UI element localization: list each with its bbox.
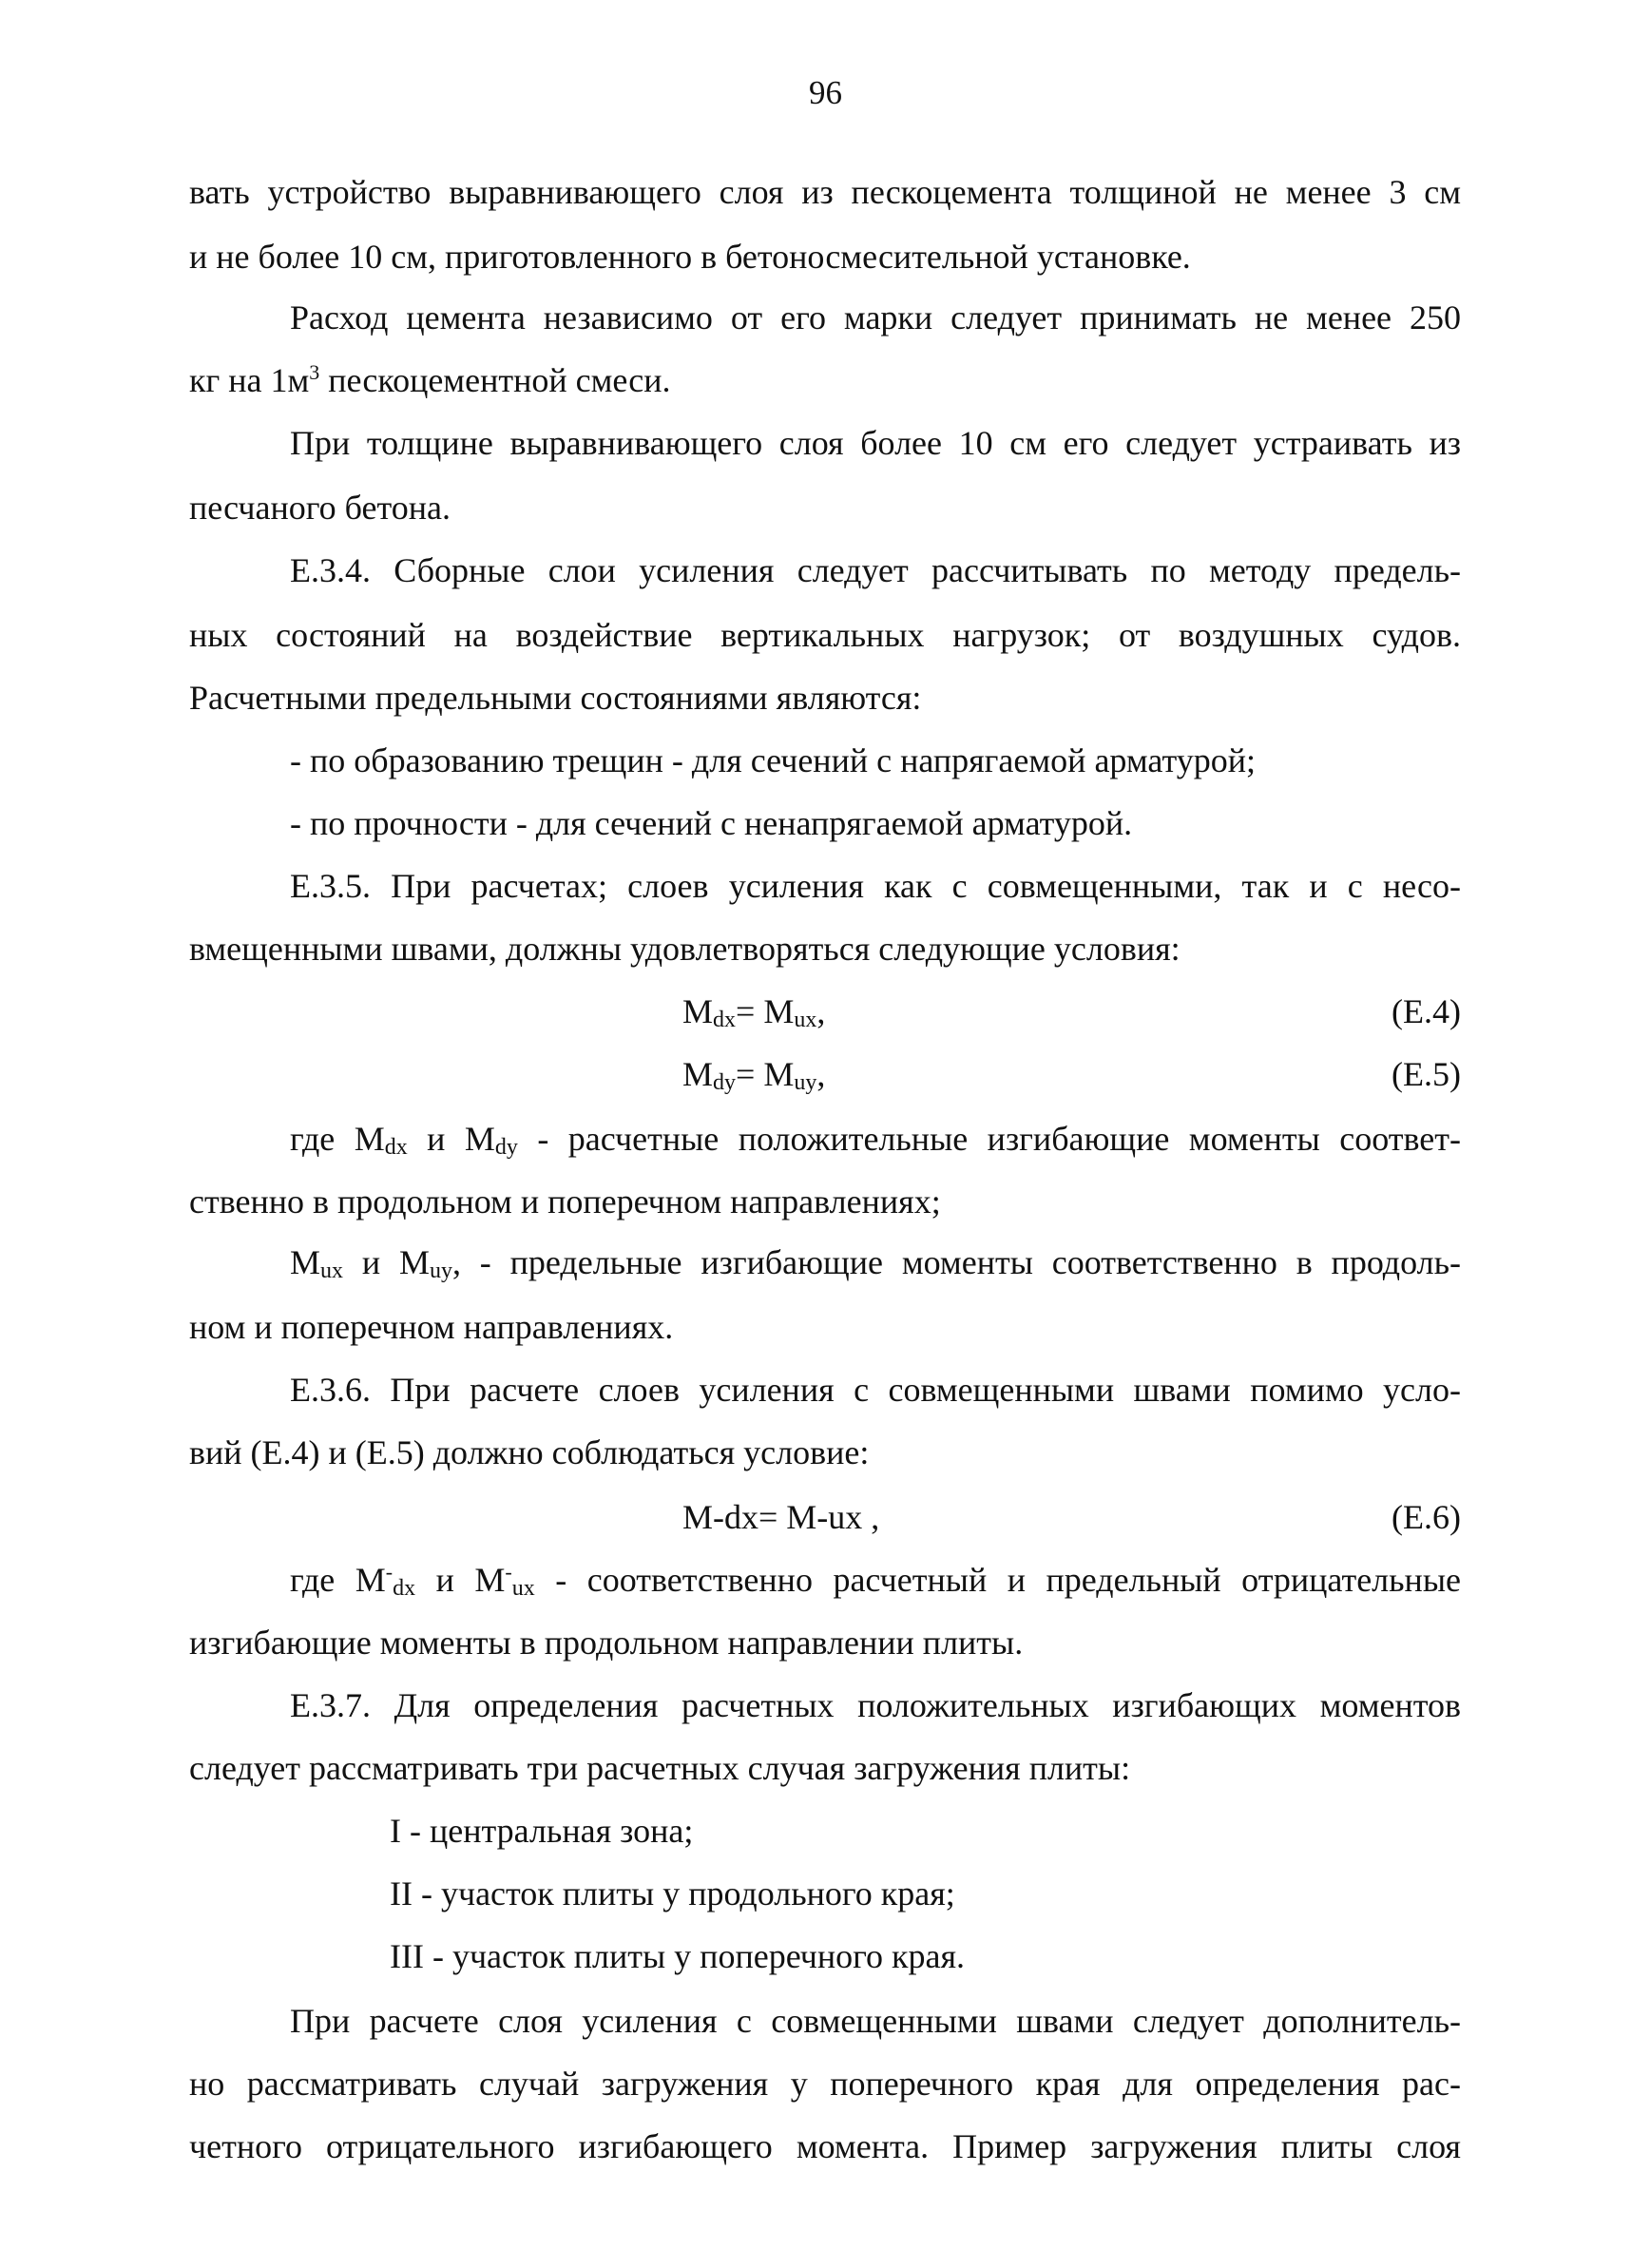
list-item: III - участок плиты у поперечного края. — [390, 1937, 966, 1975]
list-item: - по прочности - для сечений с ненапрягаемой арматурой. — [290, 804, 1133, 842]
text-line: Е.3.7. Для определения расчетных положительных изгибающих моментов — [290, 1686, 1461, 1724]
text-line: вать устройство выравнивающего слоя из пескоцемента толщиной не менее 3 см — [189, 173, 1461, 211]
list-item: - по образованию трещин - для сечений с напрягаемой арматурой; — [290, 741, 1256, 779]
text-line: кг на $1м^3$ пескоцементной смеси. — [189, 360, 671, 399]
text-line: $M_{ux}$ и $M_{uy}$, - предельные изгибающие моменты соответственно в продоль- — [290, 1243, 1462, 1283]
text-line: При расчете слоя усиления с совмещенными швами следует дополнитель- — [290, 2002, 1461, 2040]
formula-e6: M-dx= M-ux , — [682, 1498, 880, 1536]
text-line: Е.3.6. При расчете слоев усиления с совмещенными швами помимо усло- — [290, 1371, 1461, 1409]
formula-e4: $M_{dx}= M_{ux}$, — [682, 992, 826, 1032]
text-line: вий (Е.4) и (Е.5) должно соблюдаться условие: — [189, 1433, 870, 1471]
text-line: Расход цемента независимо от его марки следует принимать не менее 250 — [290, 298, 1461, 336]
text-line: При толщине выравнивающего слоя более 10 см его следует устраивать из — [290, 424, 1461, 462]
text-line: Е.3.5. При расчетах; слоев усиления как с совмещенными, так и с несо- — [290, 867, 1461, 905]
text-line: четного отрицательного изгибающего момента. Пример загружения плиты слоя — [189, 2127, 1461, 2165]
text-line: но рассматривать случай загружения у поперечного края для определения рас- — [189, 2065, 1461, 2103]
list-item: I - центральная зона; — [390, 1812, 694, 1850]
text-line: ственно в продольном и поперечном направлениях; — [189, 1182, 941, 1220]
text-line: песчаного бетона. — [189, 489, 451, 527]
text-line: изгибающие моменты в продольном направлении плиты. — [189, 1624, 1024, 1662]
formula-e5: $M_{dy}= M_{uy}$, — [682, 1055, 826, 1095]
formula-number: (Е.4) — [1392, 992, 1461, 1030]
text-line: где $M^-_{dx}$ и $M^-_{ux}$ - соответственно расчетный и предельный отрицательные — [290, 1560, 1461, 1601]
text-line: ном и поперечном направлениях. — [189, 1308, 674, 1346]
list-item: II - участок плиты у продольного края; — [390, 1874, 955, 1912]
formula-number: (Е.6) — [1392, 1498, 1461, 1536]
page-number: 96 — [809, 74, 842, 111]
formula-number: (Е.5) — [1392, 1055, 1461, 1093]
text-line: Расчетными предельными состояниями являются: — [189, 679, 922, 717]
text-line: Е.3.4. Сборные слои усиления следует рассчитывать по методу предель- — [290, 551, 1461, 589]
text-line: ных состояний на воздействие вертикальных нагрузок; от воздушных судов. — [189, 616, 1461, 654]
text-line: и не более 10 см, приготовленного в бетоносмесительной установке. — [189, 238, 1191, 276]
text-line: вмещенными швами, должны удовлетворяться следующие условия: — [189, 930, 1181, 968]
text-line: следует рассматривать три расчетных случая загружения плиты: — [189, 1749, 1131, 1787]
superscript: 3 — [309, 360, 320, 384]
text-line: где $M_{dx}$ и $M_{dy}$ - расчетные положительные изгибающие моменты соответ- — [290, 1120, 1462, 1160]
